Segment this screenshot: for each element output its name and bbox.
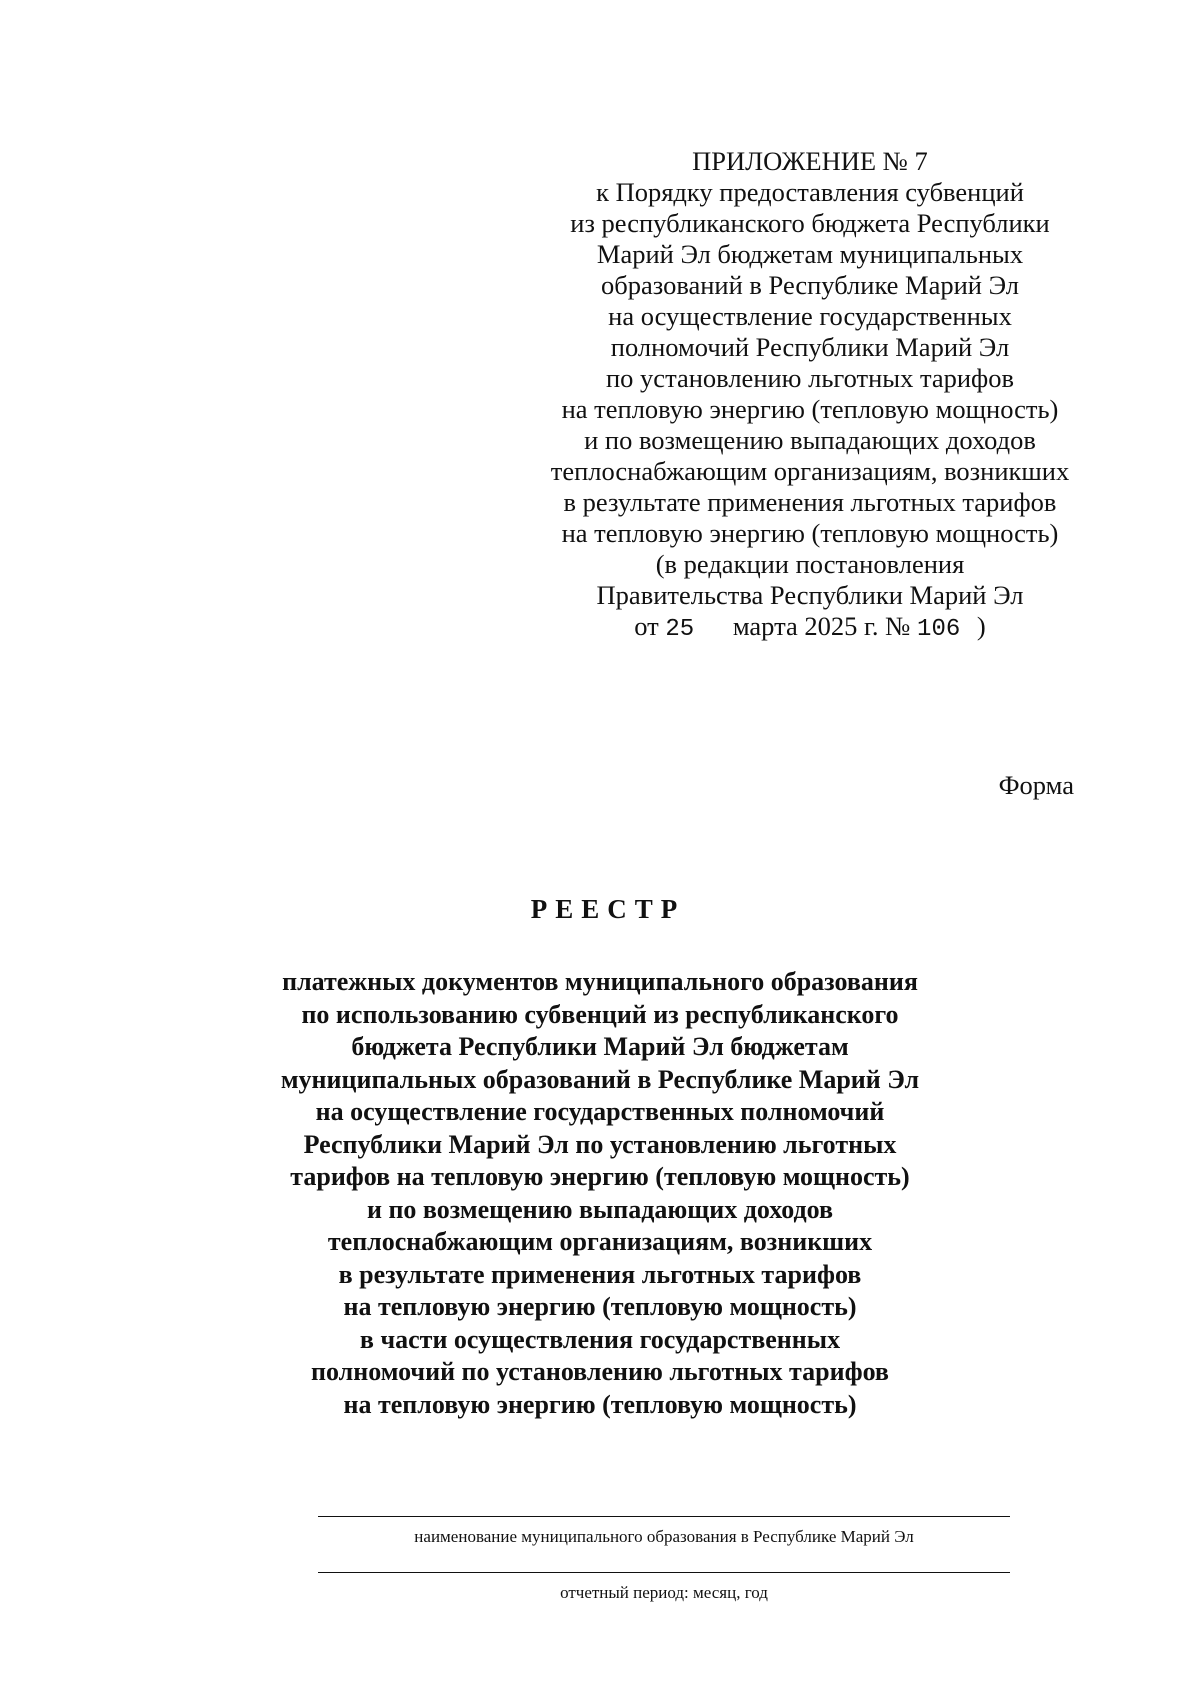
- appendix-line: Правительства Республики Марий Эл: [596, 580, 1024, 610]
- date-suffix: ): [976, 611, 986, 641]
- appendix-date-line: [530, 611, 1090, 645]
- reestr-title: РЕЕСТР: [530, 894, 686, 924]
- appendix-line: к Порядку предоставления субвенций: [596, 177, 1024, 207]
- reestr-line: теплоснабжающим организациям, возникших: [327, 1227, 873, 1256]
- reestr-line: бюджета Республики Марий Эл бюджетам: [351, 1032, 849, 1061]
- appendix-line: полномочий Республики Марий Эл: [610, 332, 1010, 362]
- date-day: 25: [665, 616, 695, 643]
- reestr-line: на тепловую энергию (тепловую мощность): [343, 1292, 857, 1321]
- reestr-line: Республики Марий Эл по установлению льготных: [303, 1129, 897, 1159]
- reestr-description: [0, 966, 1200, 1421]
- appendix-line: образований в Республике Марий Эл: [601, 270, 1019, 300]
- appendix-line: из республиканского бюджета Республики: [570, 208, 1050, 238]
- appendix-line: на тепловую энергию (тепловую мощность): [561, 518, 1059, 548]
- appendix-line: (в редакции постановления: [655, 549, 965, 579]
- reestr-line: тарифов на тепловую энергию (тепловую мощность): [290, 1162, 910, 1191]
- reestr-line: в части осуществления государственных: [359, 1324, 841, 1354]
- period-caption: отчетный период: месяц, год: [560, 1583, 768, 1602]
- reestr-line: муниципальных образований в Республике Марий Эл: [280, 1064, 920, 1094]
- municipality-name-field[interactable]: [318, 1516, 1010, 1547]
- appendix-line: на осуществление государственных: [608, 301, 1012, 331]
- municipality-underline: [318, 1516, 1010, 1517]
- reestr-line: полномочий по установлению льготных тарифов: [311, 1357, 889, 1386]
- period-underline: [318, 1572, 1010, 1573]
- appendix-line: в результате применения льготных тарифов: [563, 487, 1057, 517]
- appendix-line: и по возмещению выпадающих доходов: [584, 425, 1036, 455]
- appendix-header: [530, 146, 1090, 645]
- reestr-line: платежных документов муниципального образования: [282, 967, 918, 996]
- date-month-year: марта 2025 г. №: [732, 611, 911, 641]
- municipality-caption: наименование муниципального образования в Республике Марий Эл: [414, 1527, 914, 1546]
- reestr-line: и по возмещению выпадающих доходов: [366, 1194, 834, 1224]
- appendix-line: Марий Эл бюджетам муниципальных: [596, 239, 1024, 269]
- reestr-line: по использованию субвенций из республиканского: [301, 999, 899, 1029]
- date-prefix: от: [634, 611, 659, 641]
- appendix-line: теплоснабжающим организациям, возникших: [550, 456, 1070, 486]
- reestr-line: в результате применения льготных тарифов: [338, 1259, 862, 1289]
- reporting-period-field[interactable]: [318, 1572, 1010, 1603]
- appendix-line: по установлению льготных тарифов: [606, 363, 1014, 393]
- reestr-line: на тепловую энергию (тепловую мощность): [343, 1389, 857, 1419]
- reestr-line: на осуществление государственных полномочий: [315, 1097, 885, 1126]
- appendix-title: ПРИЛОЖЕНИЕ № 7: [692, 146, 928, 176]
- appendix-line: на тепловую энергию (тепловую мощность): [561, 394, 1059, 424]
- decree-number: 106: [917, 616, 961, 643]
- form-label: Форма: [998, 770, 1074, 800]
